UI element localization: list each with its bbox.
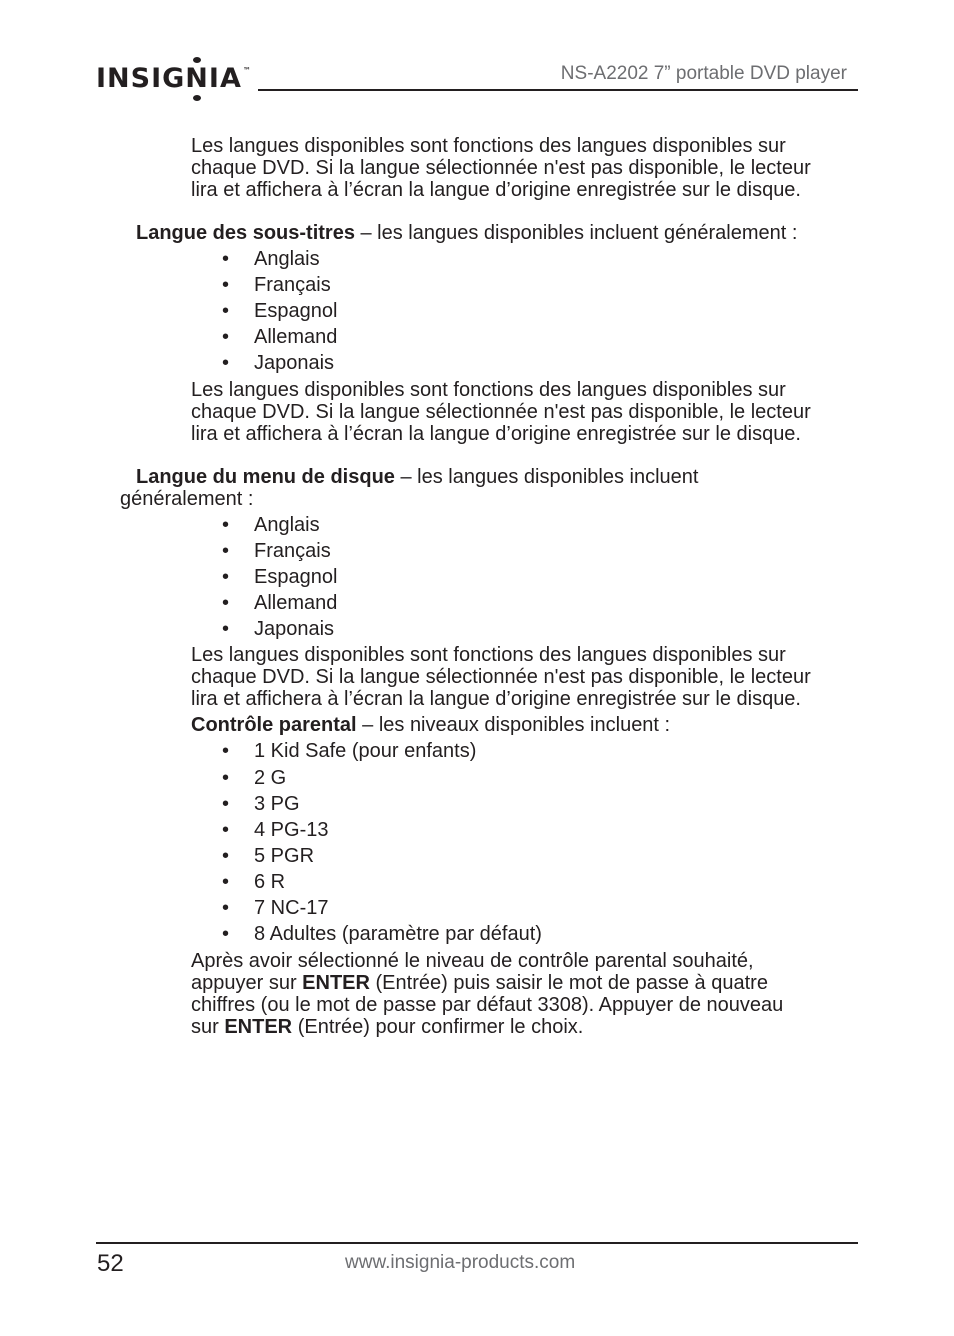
list-item: • Français [222,274,331,296]
list-item: • Allemand [222,592,338,614]
text-line: chiffres (ou le mot de passe par défaut 3308). Appuyer de nouveau [191,994,784,1016]
list-item: • 7 NC-17 [222,897,329,919]
list-item: • 1 Kid Safe (pour enfants) [222,740,477,762]
logo-text: INSIG N IA [96,63,242,94]
list-item: • 8 Adultes (paramètre par défaut) [222,923,542,945]
disc-menu-label: Langue du menu de disque [136,466,395,488]
list-item: • Allemand [222,326,338,348]
intro-paragraph [191,135,811,201]
brand-logo [96,64,252,94]
footer-url: www.insignia-products.com [345,1252,576,1273]
list-item: • Anglais [222,514,320,536]
text-line: Les langues disponibles sont fonctions des langues disponibles sur [191,135,786,157]
parental-text: – les niveaux disponibles incluent : [356,714,671,736]
header-rule [258,89,858,91]
list-item: • 2 G [222,767,287,789]
text-line: lira et affichera à l’écran la langue d’origine enregistrée sur le disque. [191,688,801,710]
enter-key-label: ENTER [302,972,370,994]
parental-instructions [191,950,783,1038]
parental-label: Contrôle parental [191,714,357,736]
text-line: chaque DVD. Si la langue sélectionnée n'est pas disponible, le lecteur [191,401,811,423]
list-item: • Anglais [222,248,320,270]
footer-rule [96,1242,858,1244]
list-item: • 4 PG-13 [222,819,329,841]
text-line: Les langues disponibles sont fonctions des langues disponibles sur [191,644,786,666]
logo-trademark: ™ [242,66,252,75]
text-line: chaque DVD. Si la langue sélectionnée n'est pas disponible, le lecteur [191,666,811,688]
list-item: • Espagnol [222,566,338,588]
list-item: • 6 R [222,871,286,893]
text-line: chaque DVD. Si la langue sélectionnée n'est pas disponible, le lecteur [191,157,811,179]
parental-heading [191,714,670,736]
list-item: • Espagnol [222,300,338,322]
list-item: • 5 PGR [222,845,315,867]
text-line: Les langues disponibles sont fonctions des langues disponibles sur [191,379,786,401]
text-line: lira et affichera à l’écran la langue d’origine enregistrée sur le disque. [191,179,801,201]
disc-menu-heading [136,466,698,488]
text-line: lira et affichera à l’écran la langue d’origine enregistrée sur le disque. [191,423,801,445]
list-item: • Français [222,540,331,562]
disc-menu-text: – les langues disponibles incluent [394,466,699,488]
text-line: sur ENTER (Entrée) pour confirmer le choix. [191,1016,584,1038]
list-item: • Japonais [222,618,335,640]
subtitle-note [191,379,811,445]
header-title: NS-A2202 7” portable DVD player [560,63,847,84]
text-line: Après avoir sélectionné le niveau de contrôle parental souhaité, [191,950,754,972]
disc-menu-note [191,644,811,710]
subtitle-heading [136,222,797,244]
text-line: appuyer sur ENTER (Entrée) puis saisir le mot de passe à quatre [191,972,768,994]
list-item: • Japonais [222,352,335,374]
page-number: 52 [97,1250,124,1277]
list-item: • 3 PG [222,793,300,815]
disc-menu-text-cont: généralement : [120,488,254,510]
subtitle-text: – les langues disponibles incluent généralement : [354,222,798,244]
subtitle-label: Langue des sous-titres [136,222,355,244]
enter-key-label: ENTER [224,1016,293,1038]
